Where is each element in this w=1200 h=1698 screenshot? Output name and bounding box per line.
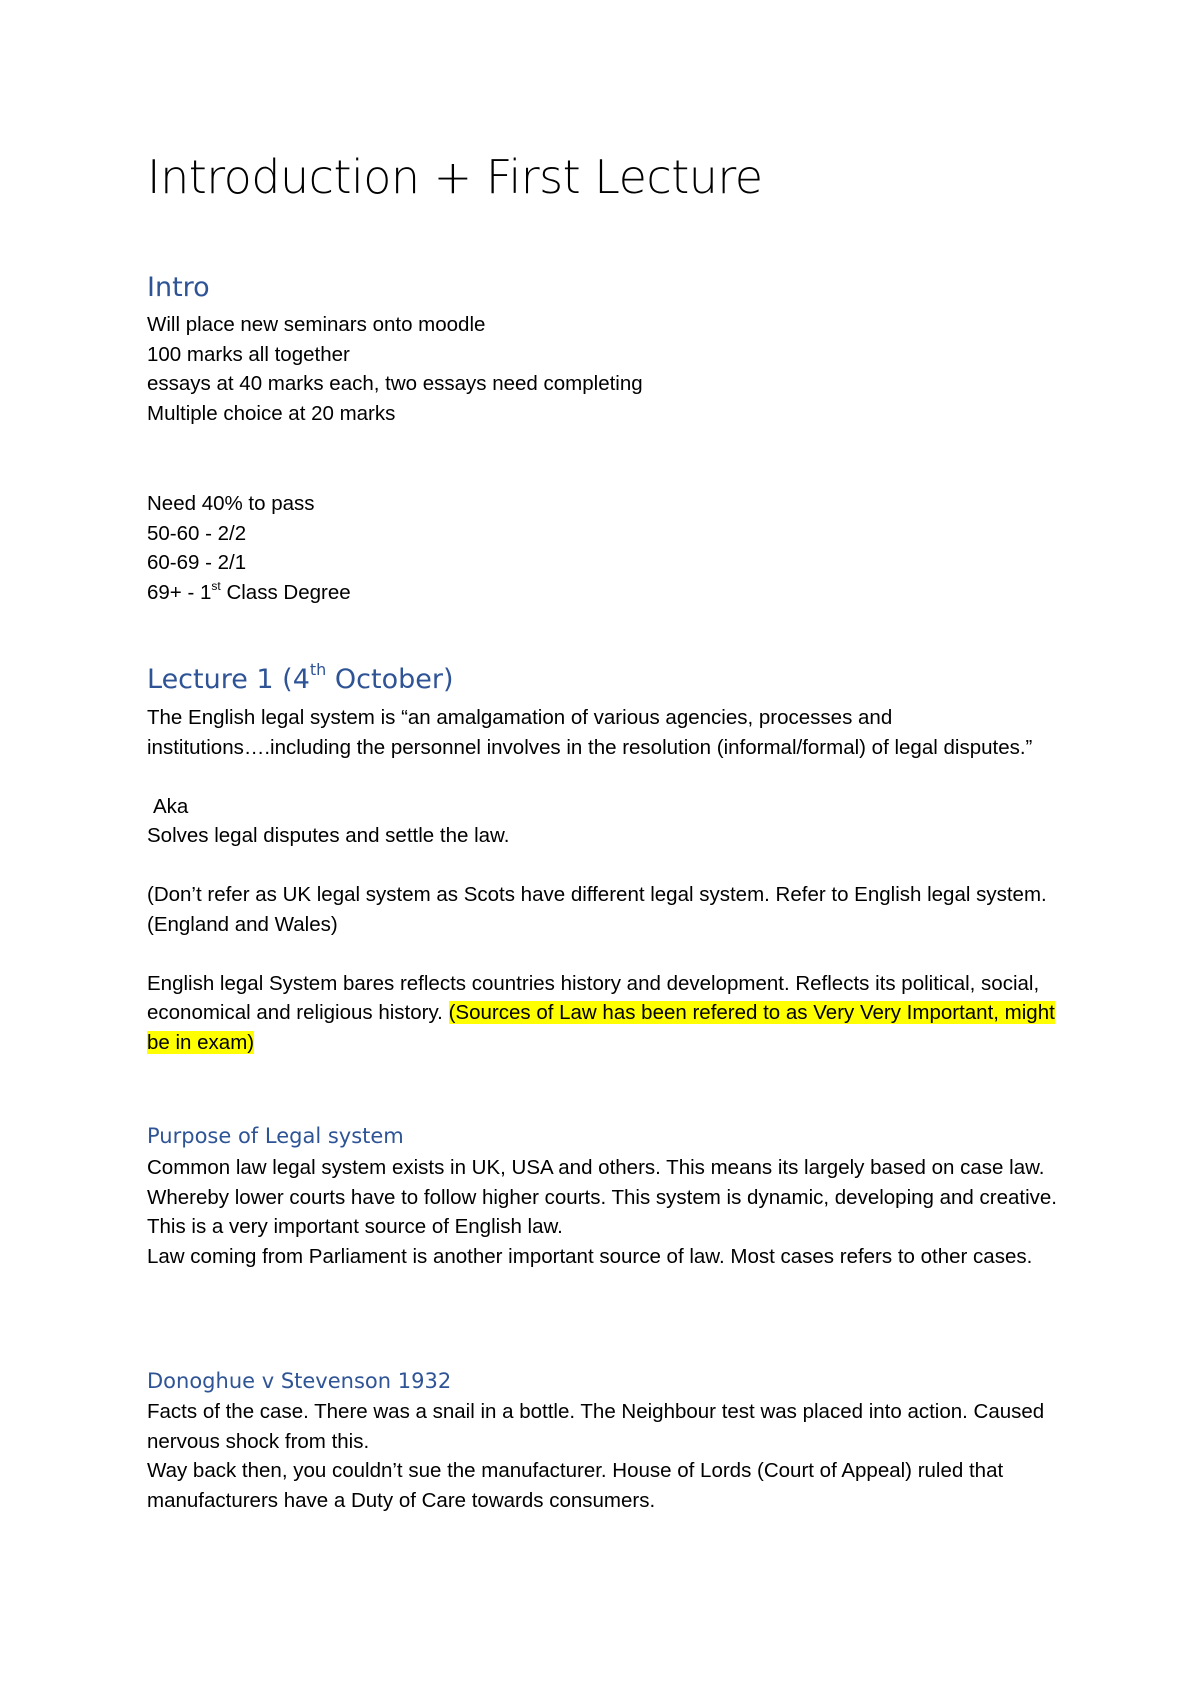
lecture1-heading-sup: th (309, 660, 327, 679)
intro-line: Will place new seminars onto moodle (147, 313, 486, 336)
aka-text: Aka (153, 794, 189, 818)
first-class-suffix: Class Degree (220, 580, 351, 604)
document-title: Introduction + First Lecture (147, 150, 763, 204)
grade-line: 50-60 - 2/2 (147, 521, 247, 545)
lecture1-heading (147, 660, 454, 695)
intro-list (147, 310, 1067, 428)
grade-line-first-class (147, 578, 1067, 608)
lecture1-heading-suffix: October) (326, 664, 454, 695)
highlighted-exam-note: (Sources of Law has been refered to as Very Very Important, might be in exam) (147, 1001, 1055, 1054)
grade-line: 60-69 - 2/1 (147, 551, 247, 574)
donoghue-text-2: Way back then, you couldn’t sue the manufacturer. House of Lords (Court of Appeal) ruled that manufacturers have a Duty of Care towards consumers. (147, 1459, 1004, 1512)
lecture1-body (147, 703, 1067, 1057)
intro-line: Multiple choice at 20 marks (147, 401, 396, 425)
lecture1-heading-prefix: Lecture 1 (4 (147, 664, 310, 695)
intro-line: 100 marks all together (147, 342, 350, 366)
grade-list (147, 489, 1067, 607)
purpose-body (147, 1153, 1067, 1271)
intro-heading: Intro (147, 272, 210, 303)
donoghue-text: Facts of the case. There was a snail in a bottle. The Neighbour test was placed into action. Caused nervous shock from this. (147, 1400, 1045, 1453)
first-class-sup: st (211, 578, 221, 593)
purpose-text-2: Law coming from Parliament is another important source of law. Most cases refers to other cases. (147, 1244, 1033, 1268)
donoghue-body (147, 1397, 1067, 1515)
solves-text: Solves legal disputes and settle the law. (147, 824, 510, 847)
history-text: English legal System bares reflects countries history and development. Reflects its political, social, economical and religious history. (147, 971, 1040, 1024)
purpose-text: Common law legal system exists in UK, USA and others. This means its largely based on case law. Whereby lower courts have to follow higher courts. This system is dynamic, developing and creative. This is a very important source of English law. (147, 1156, 1058, 1238)
donoghue-heading: Donoghue v Stevenson 1932 (147, 1369, 452, 1393)
uk-note: (Don’t refer as UK legal system as Scots have different legal system. Refer to English legal system. (England and Wales) (147, 883, 1047, 936)
legal-system-quote: The English legal system is “an amalgamation of various agencies, processes and institutions….including the personnel involves in the resolution (informal/formal) of legal disputes.” (147, 706, 1033, 759)
purpose-heading: Purpose of Legal system (147, 1124, 404, 1148)
intro-line: essays at 40 marks each, two essays need completing (147, 372, 643, 395)
first-class-prefix: 69+ - 1 (147, 580, 212, 604)
grade-line: Need 40% to pass (147, 492, 315, 515)
history-paragraph (147, 969, 1067, 1058)
